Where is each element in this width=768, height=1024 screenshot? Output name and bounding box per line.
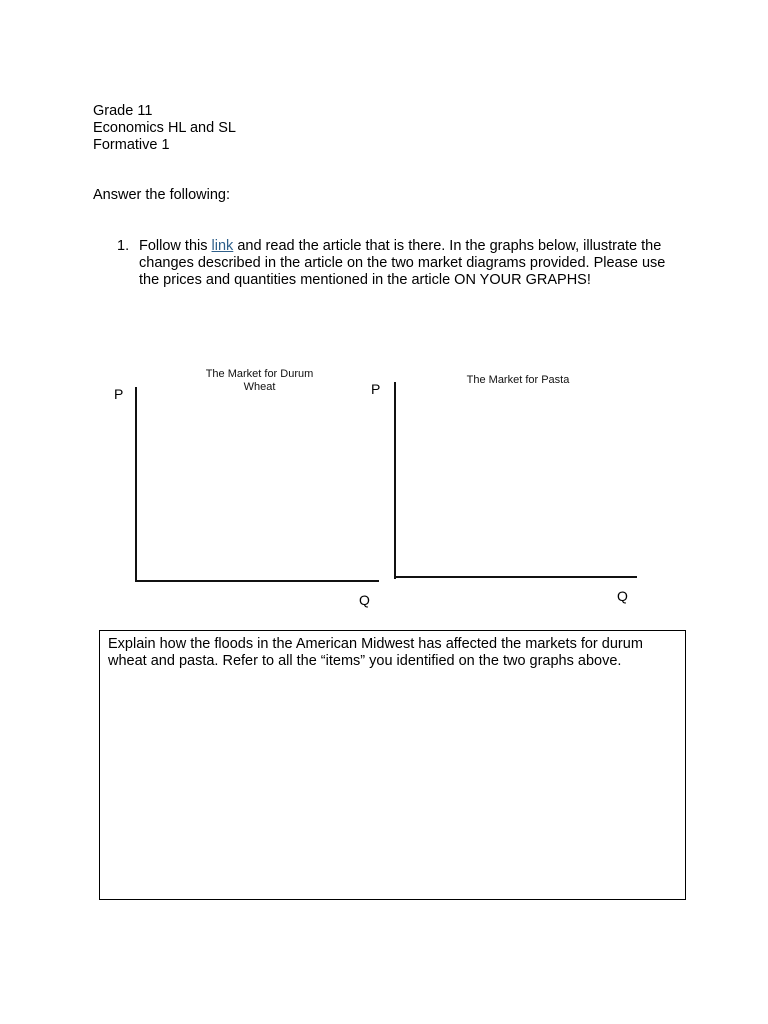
question-text xyxy=(139,238,677,289)
pasta-price-axis-label: P xyxy=(371,381,381,397)
article-link[interactable]: link xyxy=(211,238,234,254)
question-text-after-link: and read the article that is there. In the graphs below, illustrate the changes described in the article on the two market diagrams provided. Please use the prices and quantities mentioned in the article ON YOUR GRAPHS! xyxy=(139,238,666,288)
question-number: 1. xyxy=(117,238,130,254)
question-item xyxy=(117,238,677,289)
durum-wheat-title-line1: The Market for Durum xyxy=(205,368,314,380)
pasta-graph-title: The Market for Pasta xyxy=(466,374,570,386)
pasta-x-axis xyxy=(394,576,637,578)
durum-wheat-price-axis-label: P xyxy=(114,386,124,402)
answer-prompt: Explain how the floods in the American Midwest has affected the markets for durum wheat and pasta. Refer to all the “items” you identified on the two graphs above. xyxy=(108,636,643,669)
grade-label: Grade 11 xyxy=(93,103,153,119)
pasta-y-axis xyxy=(394,382,396,579)
question-text-before-link: Follow this xyxy=(139,238,212,254)
durum-wheat-x-axis xyxy=(135,580,379,582)
durum-wheat-y-axis xyxy=(135,387,137,582)
document-header xyxy=(93,103,236,154)
answer-box[interactable] xyxy=(99,630,686,900)
durum-wheat-title-line2: Wheat xyxy=(243,381,276,393)
instruction-text: Answer the following: xyxy=(93,187,231,203)
durum-wheat-graph-title xyxy=(192,368,327,394)
market-graphs xyxy=(92,360,652,615)
durum-wheat-quantity-axis-label: Q xyxy=(359,592,370,608)
assessment-label: Formative 1 xyxy=(93,137,170,153)
course-label: Economics HL and SL xyxy=(93,120,236,136)
pasta-quantity-axis-label: Q xyxy=(617,588,628,604)
